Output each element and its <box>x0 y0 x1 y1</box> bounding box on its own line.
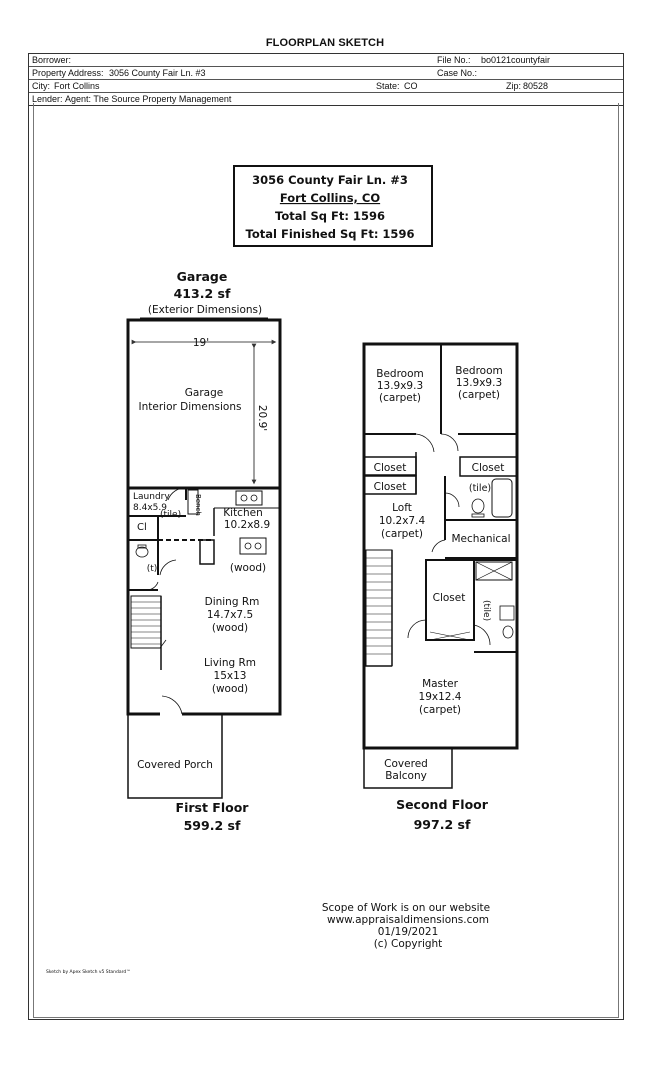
state-value: CO <box>404 81 418 91</box>
bedroom1-label-2: 13.9x9.3 <box>376 380 424 392</box>
zip-value: 80528 <box>523 81 549 91</box>
city-label: City: <box>32 81 50 91</box>
laundry-label-1: Laundry <box>133 492 170 502</box>
garage-label-1: Garage <box>184 387 224 399</box>
living-label-3: (wood) <box>211 683 249 695</box>
footer-line-1: Scope of Work is on our website <box>321 902 491 914</box>
loft-label-1: Loft <box>392 502 412 514</box>
borrower-label: Borrower: <box>32 55 72 65</box>
mechanical-label: Mechanical <box>451 533 511 545</box>
walkin-closet-label: Closet <box>432 592 466 604</box>
bedroom2-label-1: Bedroom <box>455 365 503 377</box>
file-no-label: File No.: <box>437 55 471 65</box>
balcony-label-2: Balcony <box>385 770 427 782</box>
closet-b-label: Closet <box>373 481 407 493</box>
half-bath-tile: (t) <box>146 564 158 574</box>
closet-label: Cl <box>137 522 147 533</box>
software-credit: Sketch by Apex Sketch v5 Standard™ <box>46 970 131 975</box>
living-label-1: Living Rm <box>203 657 257 669</box>
balcony-label-1: Covered <box>384 758 428 770</box>
loft-label-2: 10.2x7.4 <box>378 515 426 527</box>
dining-label-1: Dining Rm <box>204 596 260 608</box>
summary-address: 3056 County Fair Ln. #3 <box>252 173 408 187</box>
first-floor-title: First Floor <box>175 800 249 815</box>
laundry-label-3: (tile) <box>160 510 182 520</box>
living-label-2: 15x13 <box>213 670 247 682</box>
summary-finished-sqft: Total Finished Sq Ft: 1596 <box>245 227 415 241</box>
kitchen-floor: (wood) <box>229 562 267 574</box>
summary-box <box>234 166 432 246</box>
lender-label: Lender: <box>32 94 63 104</box>
sheet-title: FLOORPLAN SKETCH <box>265 37 385 49</box>
master-label-3: (carpet) <box>419 704 461 716</box>
summary-total-sqft: Total Sq Ft: 1596 <box>275 209 385 223</box>
second-floor-area: 997.2 sf <box>413 817 471 832</box>
closet-a-label: Closet <box>373 462 407 474</box>
garage-label-2: Interior Dimensions <box>138 401 242 413</box>
garage-area: 413.2 sf <box>173 286 231 301</box>
file-no-value: bo0121countyfair <box>481 55 551 65</box>
bedroom1-label-3: (carpet) <box>379 392 421 404</box>
case-no-label: Case No.: <box>437 68 478 78</box>
second-floor-title: Second Floor <box>396 797 488 812</box>
porch-label: Covered Porch <box>137 759 213 771</box>
garage-width-dim: 19' <box>192 337 210 349</box>
bedroom2-label-2: 13.9x9.3 <box>455 377 503 389</box>
bench-label: Bench <box>194 494 202 516</box>
kitchen-label-2: 10.2x8.9 <box>223 519 271 531</box>
laundry-label-2: 8.4x5.9 <box>133 503 167 513</box>
loft-label-3: (carpet) <box>381 528 423 540</box>
first-floor-area: 599.2 sf <box>183 818 241 833</box>
bedroom2-label-3: (carpet) <box>458 389 500 401</box>
master-label-2: 19x12.4 <box>418 691 462 703</box>
dining-label-3: (wood) <box>211 622 249 634</box>
summary-city: Fort Collins, CO <box>279 191 381 205</box>
bedroom1-label-1: Bedroom <box>376 368 424 380</box>
state-label: State: <box>376 81 400 91</box>
dining-label-2: 14.7x7.5 <box>206 609 254 621</box>
master-label-1: Master <box>422 678 458 690</box>
lender-value: Agent: The Source Property Management <box>65 94 232 104</box>
garage-note: (Exterior Dimensions) <box>147 304 263 316</box>
footer-line-4: (c) Copyright <box>373 938 443 950</box>
property-address-value: 3056 County Fair Ln. #3 <box>109 68 206 78</box>
city-value: Fort Collins <box>54 81 100 91</box>
footer-line-2: www.appraisaldimensions.com <box>326 914 490 926</box>
property-address-label: Property Address: <box>32 68 104 78</box>
second-floor-plan <box>364 344 517 788</box>
kitchen-label-1: Kitchen <box>223 507 263 519</box>
closet-c-label: Closet <box>471 462 505 474</box>
zip-label: Zip: <box>506 81 522 91</box>
garage-title: Garage <box>176 269 228 284</box>
garage-depth-dim: 20.9' <box>256 404 268 432</box>
master-bath-tile-label: (tile) <box>481 600 491 622</box>
bath-tile-label: (tile) <box>468 483 492 494</box>
footer-line-3: 01/19/2021 <box>377 926 439 938</box>
